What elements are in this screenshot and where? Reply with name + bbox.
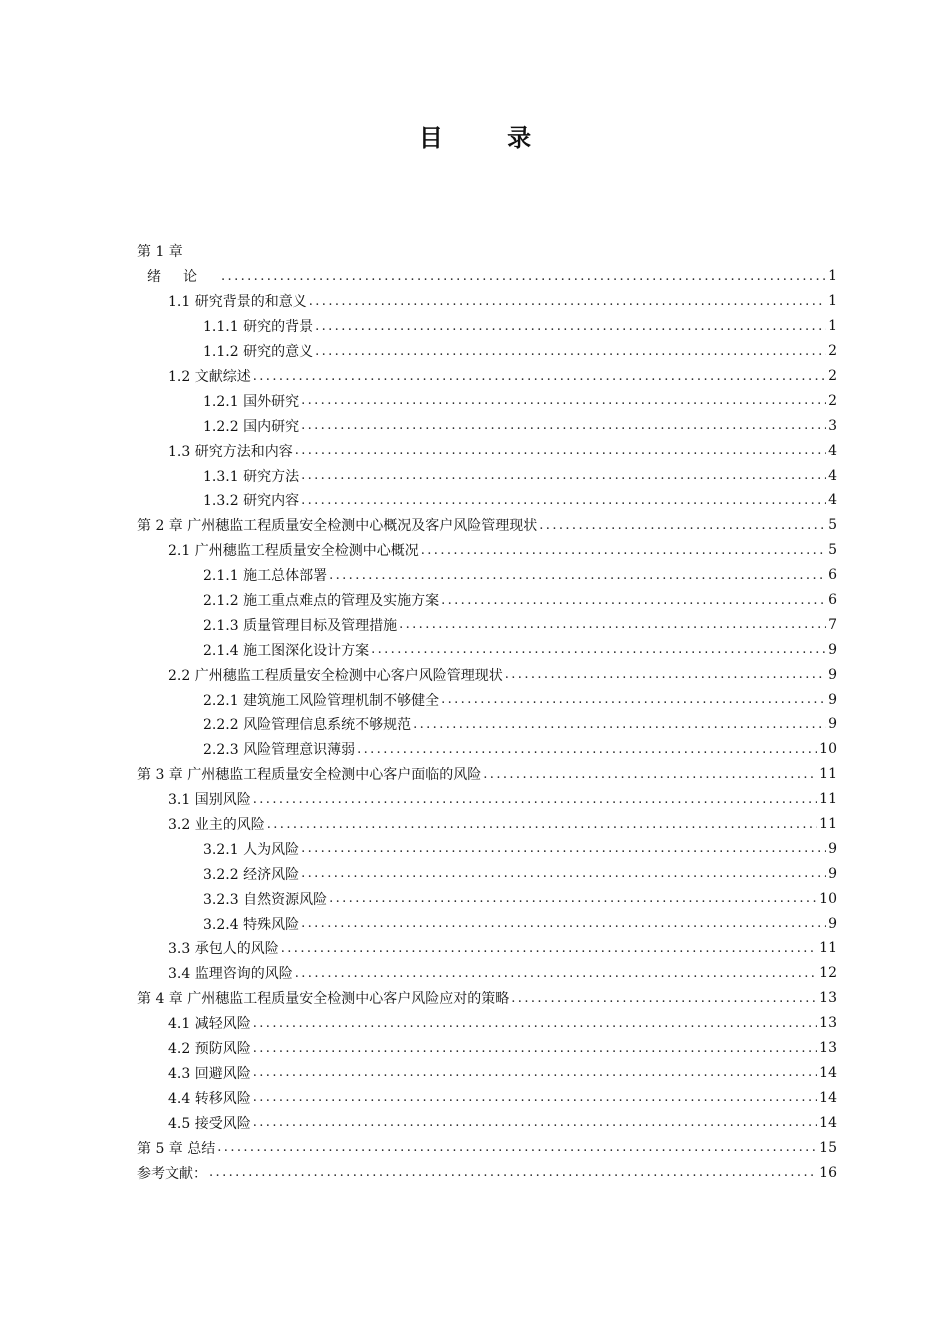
toc-entry[interactable] — [0, 911, 837, 936]
page-title: 目 录 — [418, 123, 560, 152]
toc-entry-label: 4.4 转移风险 — [168, 1090, 251, 1107]
dot-leader — [253, 792, 817, 807]
dot-leader — [301, 866, 826, 881]
dot-leader — [315, 319, 826, 334]
toc-entry-page-number: 14 — [819, 1064, 837, 1081]
toc-entry-label: 1.1.1 研究的背景 — [203, 319, 314, 336]
toc-entry-page-number: 3 — [828, 417, 837, 434]
toc-entry[interactable] — [0, 563, 837, 588]
chapter-1-prefix: 第 1 章 — [137, 244, 183, 260]
toc-entry-page-number: 6 — [828, 592, 837, 609]
toc-entry-label: 2.2.3 风险管理意识薄弱 — [203, 742, 356, 759]
toc-entry-page-number: 13 — [819, 990, 837, 1007]
toc-entry[interactable] — [0, 339, 837, 364]
toc-entry[interactable] — [0, 1160, 837, 1185]
toc-entry-label: 1.1.2 研究的意义 — [203, 344, 314, 361]
toc-entry-label: 3.2.4 特殊风险 — [203, 916, 300, 933]
dot-leader — [301, 418, 826, 433]
toc-entry-page-number: 1 — [828, 293, 837, 310]
toc-entry-label: 3.4 监理咨询的风险 — [168, 966, 293, 983]
dot-leader — [301, 468, 826, 483]
toc-entry-label: 1.2.1 国外研究 — [203, 393, 300, 410]
toc-entry-page-number: 11 — [819, 940, 837, 957]
toc-entry[interactable] — [0, 936, 837, 961]
toc-entry-label: 2.2.1 建筑施工风险管理机制不够健全 — [203, 692, 440, 709]
toc-entry[interactable] — [0, 1036, 837, 1061]
toc-entry-label: 1.1 研究背景的和意义 — [168, 294, 307, 311]
toc-entry-page-number: 2 — [828, 368, 837, 384]
toc-entry[interactable] — [0, 388, 837, 413]
toc-entry-label: 1.3 研究方法和内容 — [168, 443, 293, 460]
toc-entry-label: 2.1.2 施工重点难点的管理及实施方案 — [203, 593, 440, 610]
dot-leader — [253, 1065, 817, 1080]
toc-entry[interactable] — [0, 712, 837, 737]
dot-leader — [217, 1140, 817, 1155]
toc-entry-label: 第 5 章 总结 — [137, 1140, 216, 1157]
dot-leader — [253, 369, 826, 384]
dot-leader — [281, 941, 817, 956]
toc-entry-page-number: 11 — [819, 791, 837, 808]
toc-entry-label: 绪论 — [147, 269, 219, 286]
toc-entry-page-number: 9 — [828, 865, 837, 882]
dot-leader — [295, 443, 826, 458]
dot-leader — [253, 1016, 817, 1031]
toc-entry-page-number: 14 — [819, 1114, 837, 1131]
toc-entry-page-number: 9 — [828, 840, 837, 857]
toc-entry-page-number: 9 — [828, 915, 837, 932]
dot-leader — [301, 393, 826, 408]
toc-entry-page-number: 9 — [828, 716, 837, 733]
toc-entry-page-number: 10 — [819, 741, 837, 758]
toc-entry-label: 4.2 预防风险 — [168, 1041, 251, 1058]
table-of-contents — [0, 264, 950, 1185]
dot-leader — [441, 692, 826, 707]
dot-leader — [267, 817, 817, 832]
toc-entry-page-number: 6 — [828, 567, 837, 584]
toc-entry[interactable] — [0, 1061, 837, 1086]
toc-entry[interactable] — [0, 737, 837, 762]
toc-entry[interactable] — [0, 961, 837, 986]
toc-entry-label: 2.2 广州穗监工程质量安全检测中心客户风险管理现状 — [168, 667, 503, 684]
toc-entry-label: 3.2.2 经济风险 — [203, 866, 300, 883]
toc-entry-page-number: 1 — [828, 318, 837, 335]
toc-entry[interactable] — [0, 861, 837, 886]
toc-entry[interactable] — [0, 637, 837, 662]
toc-entry-label: 1.2.2 国内研究 — [203, 418, 300, 435]
toc-entry-label: 4.3 回避风险 — [168, 1065, 251, 1082]
toc-entry-label: 2.1.4 施工图深化设计方案 — [203, 642, 370, 659]
toc-entry-page-number: 13 — [819, 1015, 837, 1032]
dot-leader — [301, 841, 826, 856]
toc-entry-label: 3.1 国别风险 — [168, 792, 251, 809]
toc-entry[interactable] — [0, 538, 837, 563]
toc-entry[interactable] — [0, 463, 837, 488]
toc-entry-label: 2.1 广州穗监工程质量安全检测中心概况 — [168, 543, 419, 560]
toc-entry-page-number: 2 — [828, 343, 837, 360]
dot-leader — [301, 916, 826, 931]
toc-entry[interactable] — [0, 612, 837, 637]
toc-entry-page-number: 2 — [828, 392, 837, 409]
toc-entry-label: 3.2.3 自然资源风险 — [203, 891, 328, 908]
dot-leader — [253, 1115, 817, 1130]
dot-leader — [511, 991, 817, 1006]
toc-entry-label: 1.3.1 研究方法 — [203, 468, 300, 485]
toc-entry[interactable] — [0, 438, 837, 463]
dot-leader — [329, 568, 826, 583]
dot-leader — [309, 294, 826, 309]
toc-entry-page-number: 7 — [828, 616, 837, 633]
dot-leader — [399, 617, 826, 632]
dot-leader — [315, 344, 826, 359]
toc-entry[interactable] — [0, 1135, 837, 1160]
dot-leader — [329, 891, 817, 906]
dot-leader — [301, 493, 826, 508]
toc-entry[interactable] — [0, 1085, 837, 1110]
toc-entry-page-number: 1 — [828, 268, 837, 285]
dot-leader — [209, 1165, 817, 1180]
toc-entry[interactable] — [0, 787, 837, 812]
toc-entry-page-number: 13 — [819, 1040, 837, 1057]
dot-leader — [539, 518, 826, 533]
toc-entry-page-number: 11 — [819, 816, 837, 833]
toc-entry[interactable] — [0, 488, 837, 513]
toc-entry[interactable] — [0, 687, 837, 712]
toc-entry-label: 2.1.3 质量管理目标及管理措施 — [203, 617, 398, 634]
toc-entry-page-number: 9 — [828, 691, 837, 708]
dot-leader — [295, 966, 817, 981]
toc-entry[interactable] — [0, 812, 837, 837]
toc-entry[interactable] — [0, 588, 837, 613]
toc-entry-page-number: 15 — [819, 1139, 837, 1156]
toc-entry[interactable] — [0, 662, 837, 687]
toc-entry-page-number: 4 — [828, 442, 837, 459]
toc-entry-page-number: 5 — [828, 517, 837, 534]
dot-leader — [413, 717, 826, 732]
toc-entry[interactable] — [0, 762, 837, 787]
dot-leader — [221, 269, 826, 284]
toc-entry-label: 1.3.2 研究内容 — [203, 493, 300, 510]
toc-entry-label: 2.1.1 施工总体部署 — [203, 568, 328, 585]
toc-entry-page-number: 16 — [819, 1164, 837, 1181]
toc-entry[interactable] — [0, 1011, 837, 1036]
toc-entry-page-number: 10 — [819, 890, 837, 907]
toc-entry-page-number: 5 — [828, 542, 837, 559]
toc-entry-page-number: 11 — [819, 766, 837, 783]
dot-leader — [441, 593, 826, 608]
toc-entry-page-number: 9 — [828, 666, 837, 683]
dot-leader — [253, 1041, 817, 1056]
toc-entry-label: 3.2.1 人为风险 — [203, 841, 300, 858]
toc-entry-label: 第 4 章 广州穗监工程质量安全检测中心客户风险应对的策略 — [137, 991, 510, 1008]
toc-entry[interactable] — [0, 513, 837, 538]
toc-entry[interactable] — [0, 364, 837, 389]
toc-entry-page-number: 4 — [828, 467, 837, 484]
toc-entry-label: 2.2.2 风险管理信息系统不够规范 — [203, 717, 412, 734]
dot-leader — [505, 667, 826, 682]
toc-entry[interactable] — [0, 886, 837, 911]
dot-leader — [371, 642, 826, 657]
toc-entry[interactable] — [0, 264, 837, 289]
toc-entry[interactable] — [0, 836, 837, 861]
toc-entry-label: 3.2 业主的风险 — [168, 817, 265, 834]
toc-entry-page-number: 9 — [828, 641, 837, 658]
toc-entry-label: 1.2 文献综述 — [168, 369, 251, 385]
toc-entry-label: 第 3 章 广州穗监工程质量安全检测中心客户面临的风险 — [137, 767, 482, 784]
dot-leader — [421, 543, 826, 558]
toc-entry-label: 3.3 承包人的风险 — [168, 941, 279, 958]
dot-leader — [357, 742, 817, 757]
toc-entry-page-number: 14 — [819, 1089, 837, 1106]
toc-entry[interactable] — [0, 1110, 837, 1135]
toc-entry[interactable] — [0, 986, 837, 1011]
toc-entry-page-number: 12 — [819, 965, 837, 982]
toc-entry-label: 4.5 接受风险 — [168, 1115, 251, 1132]
toc-entry-label: 第 2 章 广州穗监工程质量安全检测中心概况及客户风险管理现状 — [137, 518, 538, 535]
toc-entry[interactable] — [0, 413, 837, 438]
toc-entry[interactable] — [0, 314, 837, 339]
toc-entry-label: 4.1 减轻风险 — [168, 1016, 251, 1033]
dot-leader — [253, 1090, 817, 1105]
toc-entry-label: 参考文献： — [137, 1165, 207, 1182]
dot-leader — [483, 767, 817, 782]
toc-entry[interactable] — [0, 289, 837, 314]
toc-entry-page-number: 4 — [828, 492, 837, 509]
